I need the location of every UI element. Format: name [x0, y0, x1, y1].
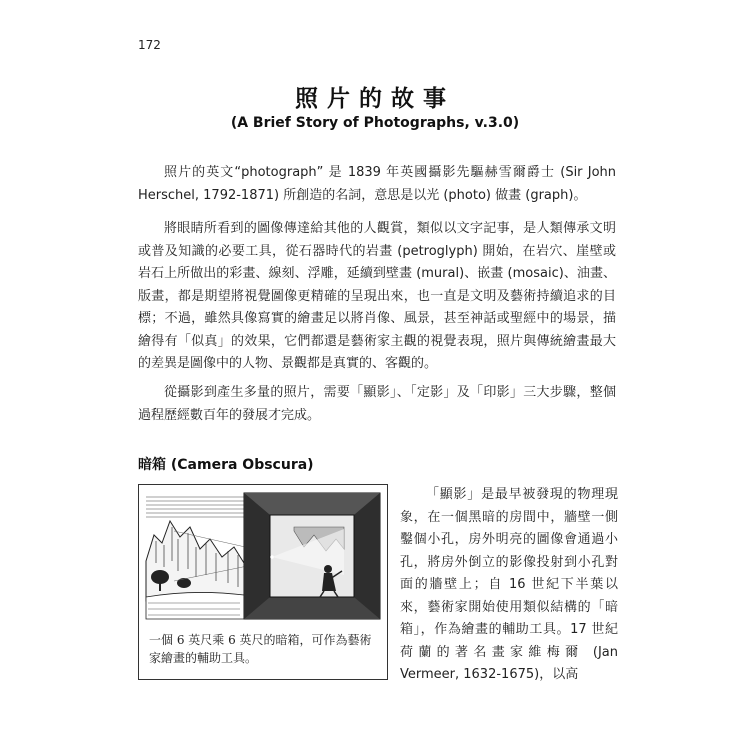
paragraph-steps: 從攝影到產生多量的照片，需要「顯影」、「定影」及「印影」三大步驟，整個過程歷經數百年的發展才完成。	[138, 385, 616, 423]
page-title: 照片的故事	[295, 86, 455, 112]
figure-caption: 一個 6 英尺乘 6 英尺的暗箱，可作為藝術家繪畫的輔助工具。	[149, 633, 372, 665]
paragraph-intro: 照片的英文“photograph” 是 1839 年英國攝影先驅赫雪爾爵士 (Sir John Herschel, 1792-1871) 所創造的名詞，意思是以光 (photo) 做畫 (graph)。	[138, 165, 616, 203]
page-subtitle: (A Brief Story of Photographs, v.3.0)	[230, 115, 520, 131]
section-heading: 暗箱 (Camera Obscura)	[138, 457, 314, 473]
section-body-text: 「顯影」是最早被發現的物理現象，在一個黑暗的房間中，牆壁一側鑿個小孔，房外明亮的圖像會通過小孔，將房外倒立的影像投射到小孔對面的牆壁上；自 16 世紀下半葉以來，藝術家開始使用類似結構的「暗箱」，作為繪畫的輔助工具。17 世紀荷蘭的著名畫家維梅爾 (Jan Vermeer, 1632-1675)，以高	[400, 487, 618, 682]
figure-box	[138, 484, 388, 680]
page-number: 172	[138, 38, 161, 52]
paragraph-history: 將眼睛所看到的圖像傳達給其他的人觀賞，類似以文字記事，是人類傳承文明或普及知識的必要工具，從石器時代的岩畫 (petroglyph) 開始，在岩穴、崖壁或岩石上所做出的彩畫、線刻、浮雕，延續到壁畫 (mural)、嵌畫 (mosaic)、油畫、版畫，都是期望將視覺圖像更精確的呈現出來，也一直是文明及藝術持續追求的目標；不過，雖然具像寫實的繪畫足以將肖像、風景，甚至神話或聖經中的場景，描繪得有「似真」的效果，它們都還是藝術家主觀的視覺表現，照片與傳統繪畫最大的差異是圖像中的人物、景觀都是真實的、客觀的。	[138, 221, 616, 371]
camera-obscura-illustration	[144, 491, 382, 621]
